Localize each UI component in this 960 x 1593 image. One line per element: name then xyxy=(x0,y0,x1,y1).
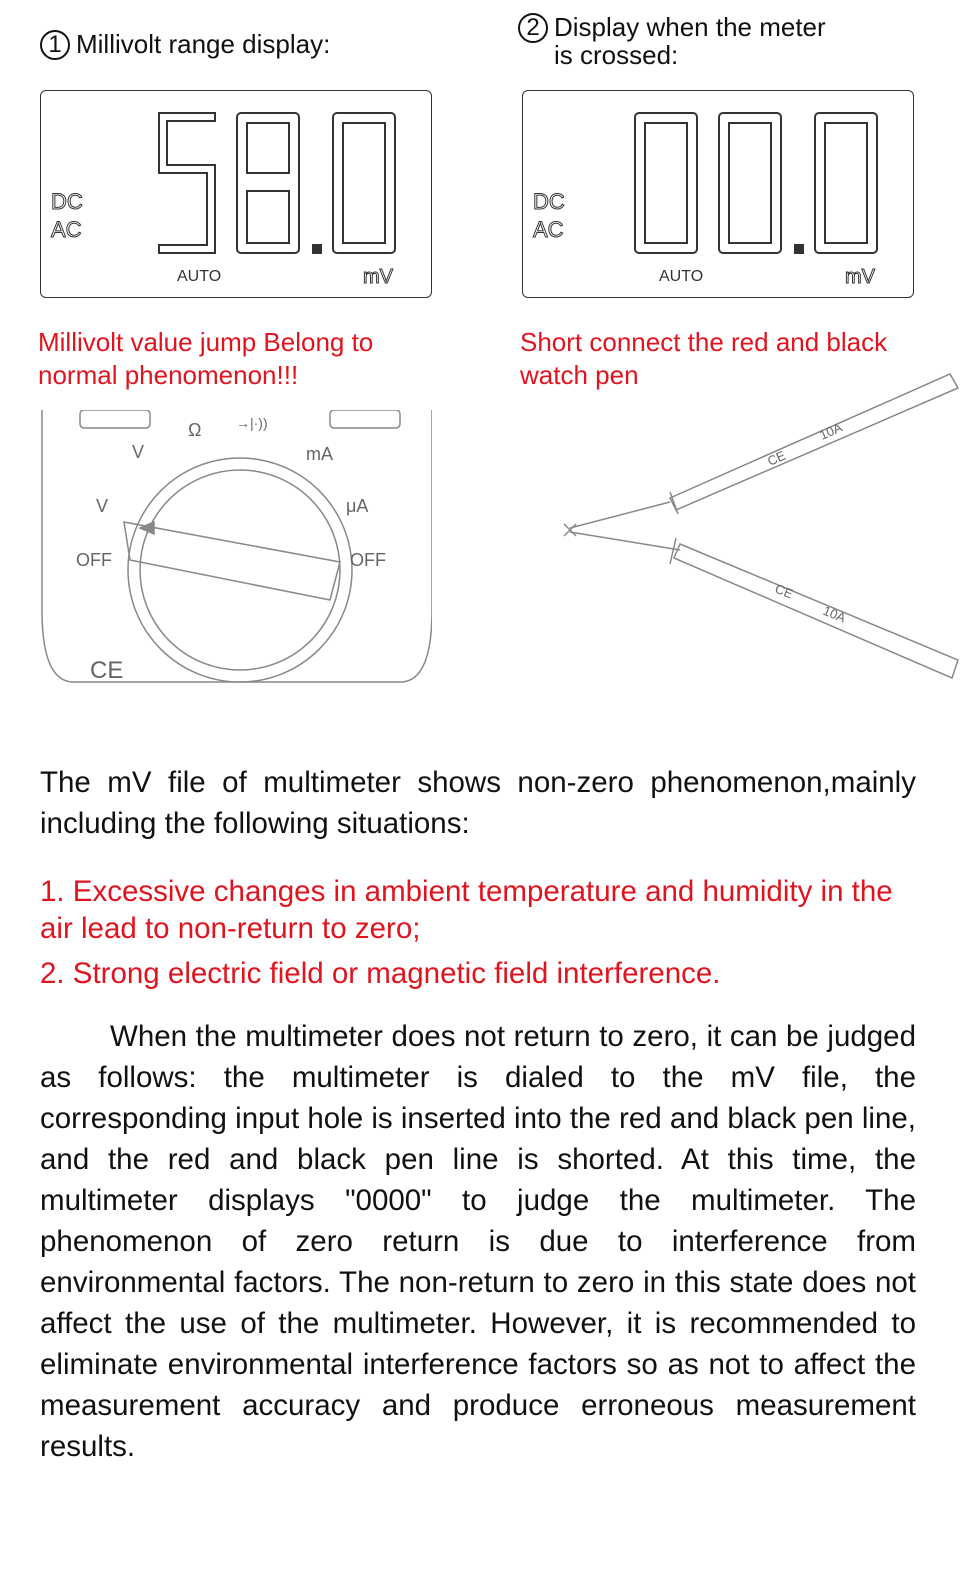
right-heading xyxy=(518,13,826,69)
dial-label-diode: →|·)) xyxy=(236,415,268,431)
lcd-dc-label: DC xyxy=(51,189,83,214)
right-heading-text xyxy=(554,13,826,69)
lcd-display-crossed xyxy=(522,90,914,298)
probe-lower-ce: CE xyxy=(772,580,796,602)
situation-item-1: 1. Excessive changes in ambient temperature and humidity in the air lead to non-return to zero; xyxy=(40,875,893,945)
probes-drawing xyxy=(560,370,960,700)
probe-lower-label: 10A xyxy=(820,602,848,626)
probe-upper-ce: CE xyxy=(765,447,788,469)
probes-illustration xyxy=(560,370,960,700)
lcd-display-millivolt xyxy=(40,90,432,298)
left-heading xyxy=(40,30,330,60)
dial-label-ma: mA xyxy=(306,444,333,464)
lcd-ac-label: AC xyxy=(533,217,564,242)
lcd-ac-label: AC xyxy=(51,217,82,242)
step-number-1: 1 xyxy=(40,30,70,60)
situation-item-2: 2. Strong electric field or magnetic field interference. xyxy=(40,957,721,990)
lcd-unit-label: mV xyxy=(845,266,875,288)
step-number-2: 2 xyxy=(518,13,548,43)
dial-label-v-ac: V xyxy=(132,442,145,462)
dial-label-ohm: Ω xyxy=(188,420,202,440)
lcd-auto-label: AUTO xyxy=(659,268,704,285)
lcd-screen-left xyxy=(41,91,431,297)
right-note: Short connect the red and black watch pen xyxy=(520,327,888,390)
probe-upper-label: 10A xyxy=(817,419,845,443)
lcd-dc-label: DC xyxy=(533,189,565,214)
left-note: Millivolt value jump Belong to normal phenomenon!!! xyxy=(38,327,374,390)
lcd-digits-right xyxy=(635,113,877,253)
intro-text: The mV file of multimeter shows non-zero phenomenon,mainly including the following situations: xyxy=(40,766,916,840)
dial-label-v-dc: V xyxy=(96,496,109,516)
left-heading-text: Millivolt range display: xyxy=(76,29,331,59)
lcd-unit-label: mV xyxy=(363,266,393,288)
right-heading-line1: Display when the meter xyxy=(554,12,826,42)
dial-label-off-right: OFF xyxy=(350,550,386,570)
body-paragraph: When the multimeter does not return to zero, it can be judged as follows: the multimeter is dialed to the mV file, the corresponding input hole is inserted into the red and black pen line, and the red and black pen line is shorted. At this time, the multimeter displays "0000" to judge the multimeter. The phenomenon of zero return is due to interference from environmental factors. The non-return to zero in this state does not affect the use of the multimeter. However, it is recommended to eliminate environmental interference factors so as not to affect the measurement accuracy and produce erroneous measurement results. xyxy=(40,1020,916,1463)
situations-list xyxy=(40,873,916,992)
dial-illustration xyxy=(40,410,432,690)
dial-drawing xyxy=(40,410,432,690)
dial-ce-mark: CE xyxy=(90,657,124,684)
lcd-screen-right xyxy=(523,91,913,297)
dial-label-off-left: OFF xyxy=(76,550,112,570)
lcd-digits-left xyxy=(159,113,395,253)
lcd-auto-label: AUTO xyxy=(177,268,222,285)
dial-label-ua: μA xyxy=(346,496,369,516)
right-heading-line2: is crossed: xyxy=(554,40,679,70)
